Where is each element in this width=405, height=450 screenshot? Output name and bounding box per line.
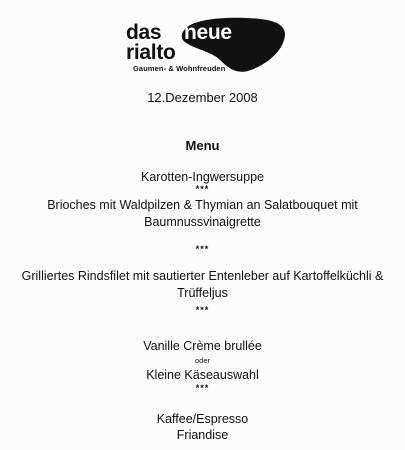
course-separator: *** — [195, 305, 210, 315]
course-separator: *** — [195, 383, 210, 393]
course-dessert-option1: Vanille Crème brullée — [143, 339, 262, 353]
course-coffee-line2: Friandise — [176, 428, 229, 442]
restaurant-logo — [126, 16, 296, 76]
menu-date: 12.Dezember 2008 — [147, 90, 258, 105]
course-coffee-line1: Kaffee/Espresso — [156, 412, 249, 426]
course-second-line1: Brioches mit Waldpilzen & Thymian an Salatbouquet mit — [47, 198, 358, 212]
course-second-line2: Baumnussvinaigrette — [144, 215, 261, 229]
menu-title: Menu — [185, 138, 220, 153]
course-starter: Karotten-Ingwersuppe — [141, 170, 264, 184]
logo-tagline: Gaumen- & Wohnfreuden — [133, 64, 226, 73]
course-separator: *** — [195, 184, 210, 194]
course-main-line2: Trüffeljus — [177, 286, 228, 300]
course-dessert-or: oder — [194, 356, 210, 365]
course-dessert-option2: Kleine Käseauswahl — [146, 368, 259, 382]
logo-word-das: das — [126, 21, 162, 44]
logo-word-rialto: rialto — [126, 41, 176, 64]
logo-word-neue: neue — [184, 21, 232, 44]
course-main-line1: Grilliertes Rindsfilet mit sautierter Entenleber auf Kartoffelküchli & — [21, 269, 384, 283]
course-separator: *** — [195, 244, 210, 254]
